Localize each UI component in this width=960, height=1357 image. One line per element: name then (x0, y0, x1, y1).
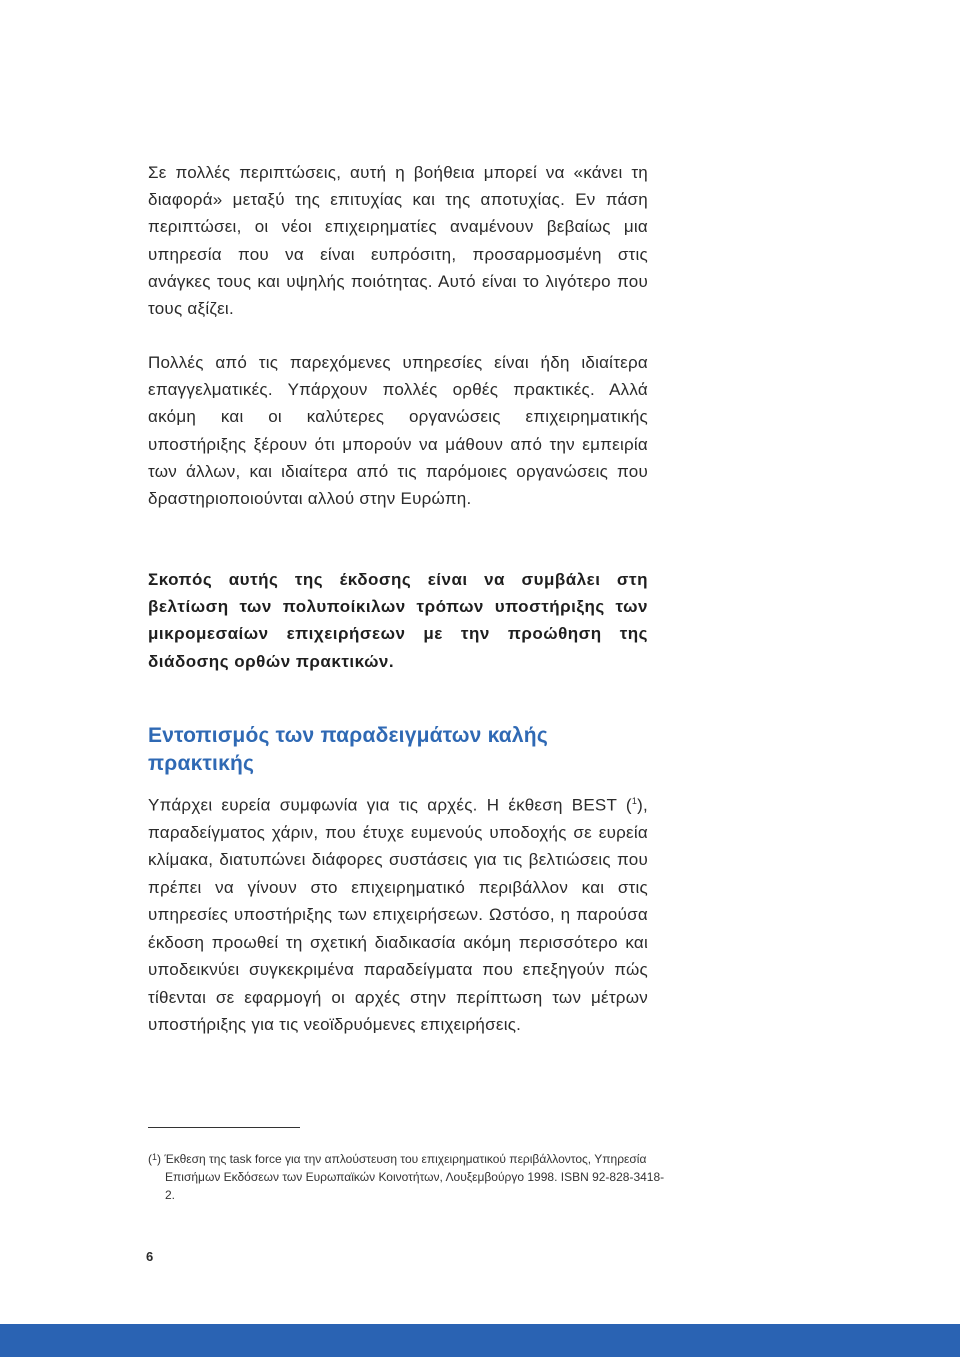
section-body-rest: ), παραδείγματος χάριν, που έτυχε ευμενούς υποδοχής σε ευρεία κλίμακα, διατυπώνει διάφορες συστάσεις για τις βελτιώσεις που πρέπει να γίνουν στο επιχειρηματικό περιβάλλον και στις υπηρεσίες υποστήριξης των επιχειρήσεων. Ωστόσο, η παρούσα έκδοση προωθεί τη σχετική διαδικασία ακόμη περισσότερο και υποδεικνύει συγκεκριμένα παραδείγματα που επεξηγούν πώς τίθενται σε εφαρμογή οι αρχές στην περίπτωση των μέτρων υποστήριξης για τις νεοϊδρυόμενες επιχειρήσεις. (148, 795, 648, 1034)
footnote-text: Έκθεση της task force για την απλούστευση του επιχειρηματικού περιβάλλοντος, Υπηρεσία Επισήμων Εκδόσεων των Ευρωπαϊκών Κοινοτήτων, Λουξεμβούργο 1998. ISBN 92-828-3418-2. (164, 1152, 665, 1202)
page-number: 6 (146, 1249, 154, 1264)
footnote-number: 1 (152, 1152, 158, 1162)
purpose-statement: Σκοπός αυτής της έκδοσης είναι να συμβάλει στη βελτίωση των πολυποίκιλων τρόπων υποστήριξης των μικρομεσαίων επιχειρήσεων με την προώθηση της διάδοσης ορθών πρακτικών. (148, 570, 648, 671)
footnote (148, 1148, 665, 1204)
section-heading: Εντοπισμός των παραδειγμάτων καλής πρακτικής (148, 724, 548, 775)
footnote-reference: 1 (631, 796, 638, 806)
footnote-open-paren: ( (148, 1152, 152, 1166)
bottom-color-band (0, 1324, 960, 1357)
footnote-divider (148, 1127, 300, 1128)
section-body-paragraph (148, 788, 648, 1038)
body-paragraph-2: Πολλές από τις παρεχόμενες υπηρεσίες είναι ήδη ιδιαίτερα επαγγελματικές. Υπάρχουν πολλές ορθές πρακτικές. Αλλά ακόμη και οι καλύτερες οργανώσεις επιχειρηματικής υποστήριξης ξέρουν ότι μπορούν να μάθουν από την εμπειρία των άλλων, και ιδιαίτερα από τις παρόμοιες οργανώσεις που δραστηριοποιούνται αλλού στην Ευρώπη. (148, 353, 648, 509)
footnote-close-paren: ) (157, 1152, 165, 1166)
body-paragraph-1: Σε πολλές περιπτώσεις, αυτή η βοήθεια μπορεί να «κάνει τη διαφορά» μεταξύ της επιτυχίας και της αποτυχίας. Εν πάση περιπτώσει, οι νέοι επιχειρηματίες αναμένουν βεβαίως μια υπηρεσία που να είναι ευπρόσιτη, προσαρμοσμένη στις ανάγκες τους και υψηλής ποιότητας. Αυτό είναι το λιγότερο που τους αξίζει. (148, 163, 648, 319)
section-body-start: Υπάρχει ευρεία συμφωνία για τις αρχές. Η έκθεση BEST ( (148, 795, 632, 815)
